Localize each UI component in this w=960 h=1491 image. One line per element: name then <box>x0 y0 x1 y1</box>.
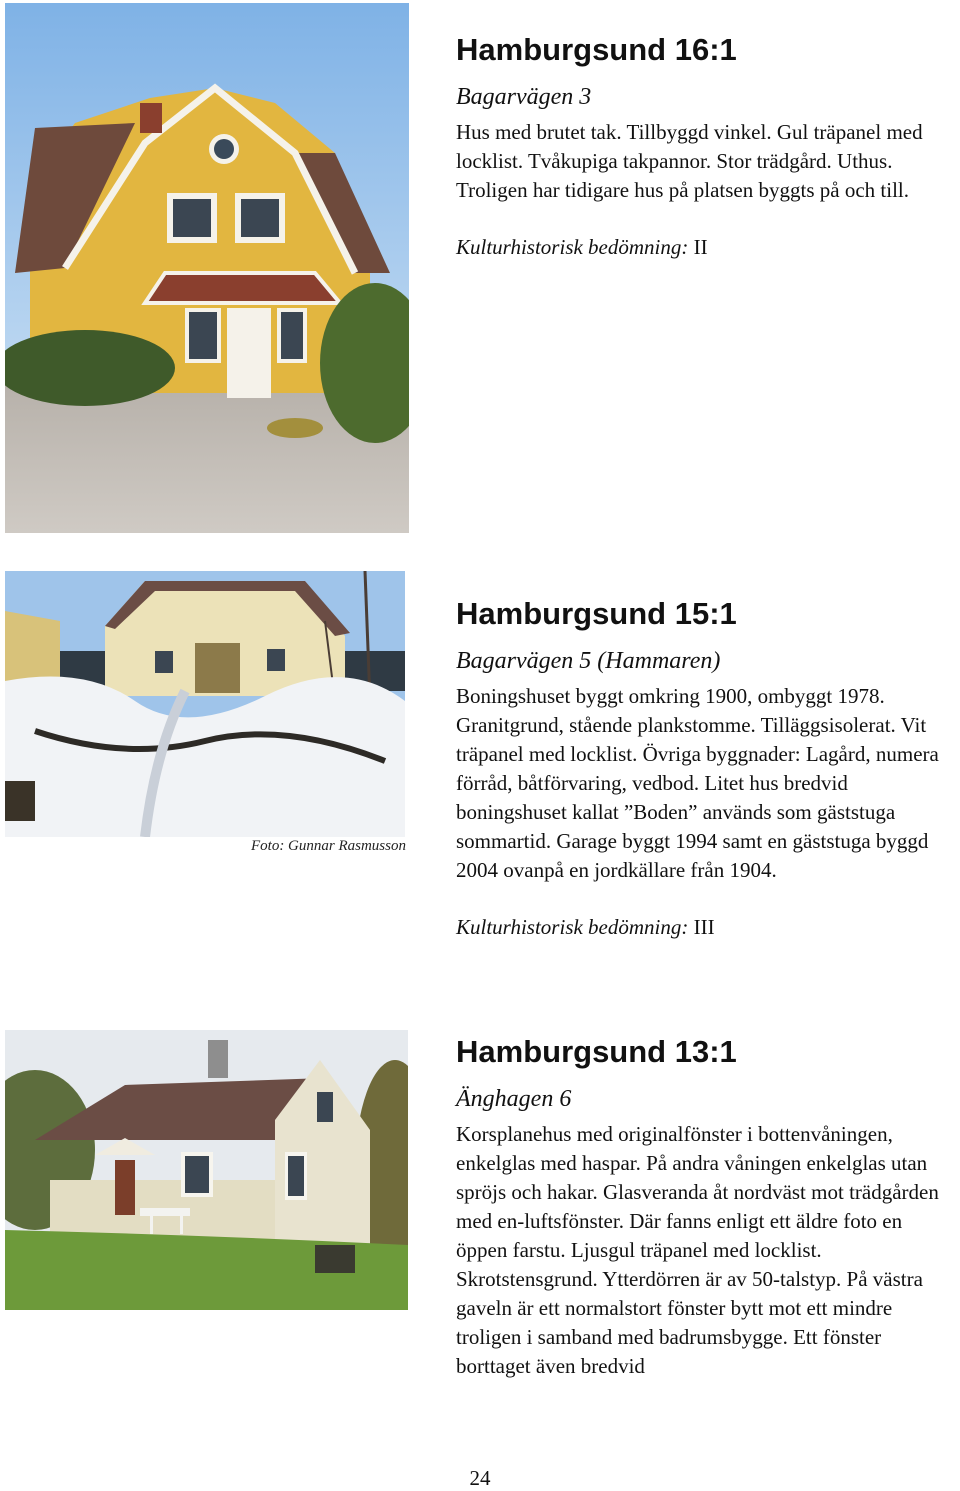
photo-yellow-house <box>5 3 409 533</box>
photo-snow-house <box>5 571 405 837</box>
entry-title: Hamburgsund 15:1 <box>456 596 737 631</box>
entry-address: Bagarvägen 3 <box>456 84 592 110</box>
photo-light-yellow-house <box>5 1030 408 1310</box>
entry-rating <box>456 913 956 942</box>
entry-description: Korsplanehus med originalfönster i bottenvåningen, enkelglas med haspar. På andra våningen enkelglas utan spröjs och hakar. Glasveranda åt nordväst mot trädgården med en-luftsfönster. Där fanns enligt ett äldre foto en öppen farstu. Ljusgul träpanel med locklist. Skrotstensgrund. Ytterdörren är av 50-talstyp. På västra gaveln är ett normalstort fönster bytt mot ett mindre troligen i samband med badrumsbygge. Ett fönster borttaget även bredvid <box>456 1122 939 1378</box>
entry-title: Hamburgsund 16:1 <box>456 32 737 67</box>
entry-hamburgsund-16-1 <box>456 32 956 262</box>
entry-description: Boningshuset byggt omkring 1900, ombyggt 1978. Granitgrund, stående plankstomme. Tilläggsisolerat. Vit träpanel med locklist. Övriga byggnader: Lagård, numera förråd, båtförvaring, vedbod. Litet hus bredvid boningshuset kallat ”Boden” används som gäststuga sommartid. Garage byggt 1994 samt en gäststuga byggd 2004 ovanpå en jordkällare från 1904. <box>456 684 939 882</box>
entry-hamburgsund-13-1 <box>456 1034 956 1382</box>
entry-title: Hamburgsund 13:1 <box>456 1034 737 1069</box>
entry-description-clip <box>456 1120 956 1382</box>
entry-address: Änghagen 6 <box>456 1086 572 1112</box>
page-number: 24 <box>469 1466 491 1490</box>
entry-description: Hus med brutet tak. Tillbyggd vinkel. Gul träpanel med locklist. Tvåkupiga takpannor. Stor trädgård. Uthus. Troligen har tidigare hus på platsen byggts på och till. <box>456 120 923 202</box>
entry-rating <box>456 233 956 262</box>
photo-credit: Foto: Gunnar Rasmusson <box>250 838 406 854</box>
rating-label: Kulturhistorisk bedömning: <box>456 915 689 939</box>
rating-value: III <box>693 915 715 939</box>
entry-address: Bagarvägen 5 (Hammaren) <box>456 648 721 674</box>
rating-value: II <box>693 235 708 259</box>
entry-hamburgsund-15-1 <box>456 596 956 942</box>
rating-label: Kulturhistorisk bedömning: <box>456 235 689 259</box>
